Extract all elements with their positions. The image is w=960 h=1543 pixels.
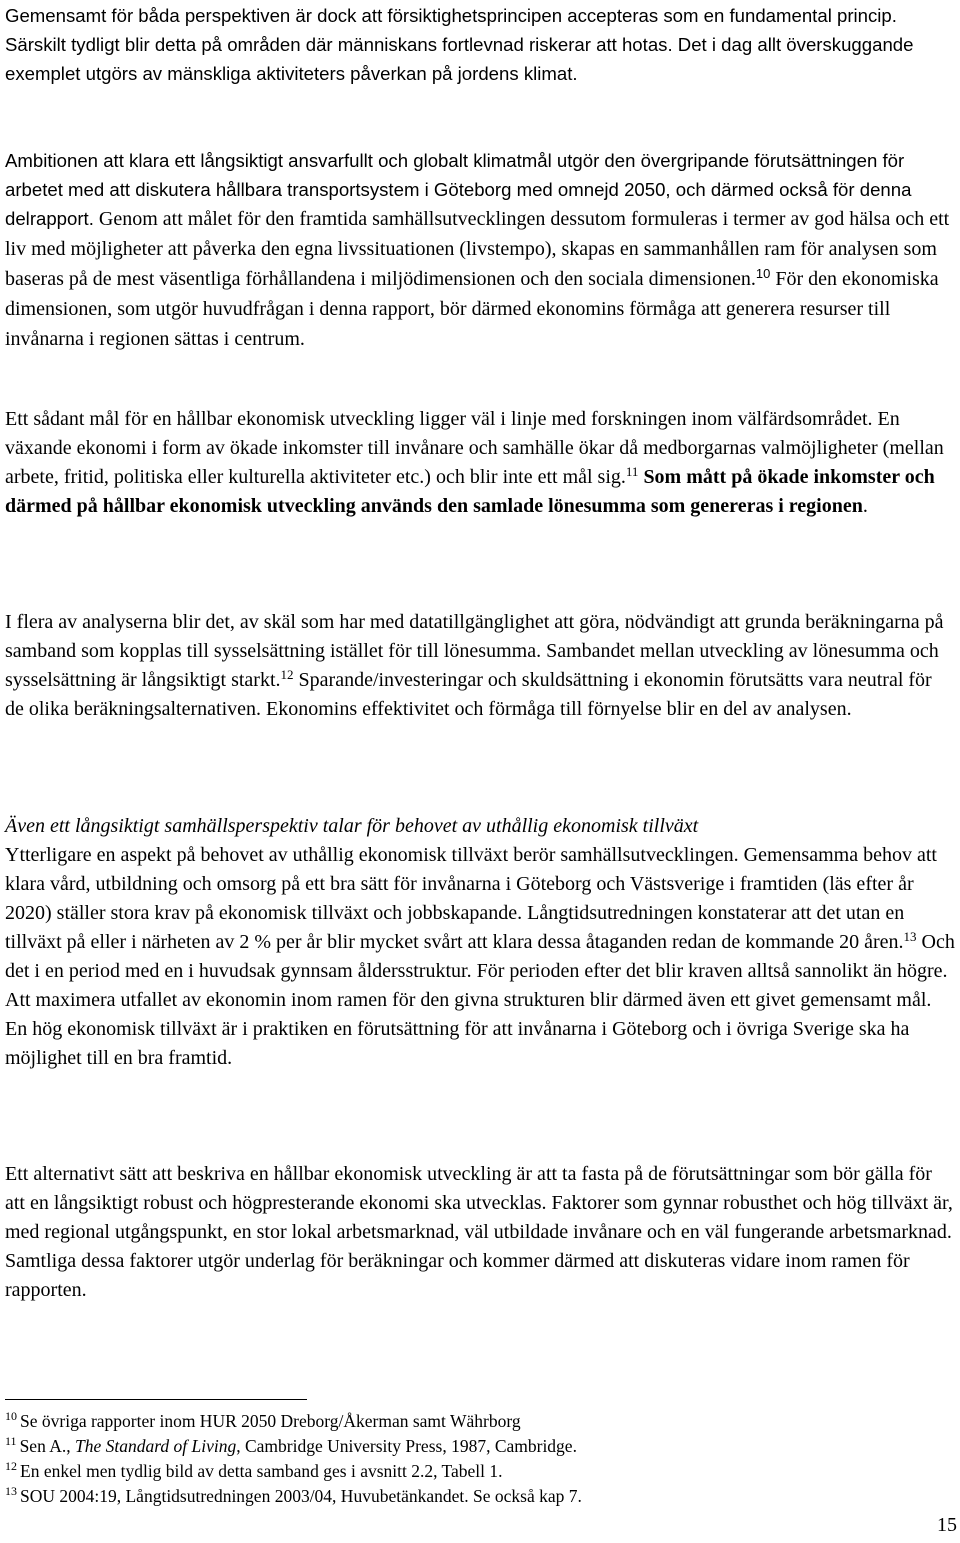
footnote-ref-12: 12	[280, 667, 294, 682]
analyses-text-2: Sparande/investeringar och skuldsättning i ekonomin förutsätts vara neutral för de olika beräkningsalternativen. Ekonomins effektivitet och förmåga till förnyelse blir en del av analysen.	[5, 669, 932, 720]
footnote-ref-10: 10	[755, 266, 771, 281]
footnote-number: 13	[5, 1484, 17, 1498]
footnote-ref-11: 11	[625, 464, 639, 479]
footnote-text: En enkel men tydlig bild av detta samband ges i avsnitt 2.2, Tabell 1.	[20, 1461, 503, 1481]
footnote-number: 12	[5, 1459, 17, 1473]
growth-text-2: Och det i en period med en i huvudsak gynnsam åldersstruktur. För perioden efter det blir kraven alltså sannolikt än högre. Att maximera utfallet av ekonomin inom ramen för den givna strukturen blir därmed även ett givet gemensamt mål. En hög ekonomisk tillväxt är i praktiken en förutsättning för att invånarna i Göteborg och i övriga Sverige ska ha möjlighet till en bra framtid.	[5, 931, 955, 1069]
analyses-text: I flera av analyserna blir det, av skäl som har med datatillgänglighet att göra, nödvändigt att grunda beräkningarna på samband som kopplas till sysselsättning istället för till lönesumma. Sambandet mellan utveckling av lönesumma och sysselsättning är långsiktigt starkt.	[5, 611, 944, 691]
intro-paragraph: Gemensamt för båda perspektiven är dock att försiktighetsprincipen accepteras som en fundamental princip. Särskilt tydligt blir detta på områden där människans fortlevnad riskerar att hotas. Det i dag allt överskuggande exemplet utgörs av mänskliga aktiviteters påverkan på jordens klimat.	[5, 5, 914, 84]
footnote-11	[5, 1434, 955, 1459]
footnote-ref-13: 13	[903, 929, 917, 944]
footnote-10	[5, 1409, 955, 1434]
growth-paragraph	[5, 841, 955, 1073]
footnote-number: 11	[5, 1434, 17, 1448]
goal-tail: .	[862, 495, 868, 517]
footnote-text-2: , Cambridge University Press, 1987, Cambridge.	[236, 1436, 577, 1456]
footnote-13	[5, 1484, 955, 1509]
analyses-paragraph	[5, 608, 955, 724]
section-heading: Även ett långsiktigt samhällsperspektiv talar för behovet av uthållig ekonomisk tillväxt	[5, 815, 699, 837]
footnote-book-title: The Standard of Living	[75, 1436, 237, 1456]
footnotes	[5, 1409, 955, 1509]
goal-paragraph	[5, 405, 955, 521]
ambition-paragraph	[5, 146, 955, 354]
ambition-text-3: För den ekonomiska dimensionen, som utgör huvudfrågan i denna rapport, bör därmed ekonomins förmåga att generera resurser till invånarna i regionen sättas i centrum.	[5, 268, 939, 350]
footnote-number: 10	[5, 1409, 17, 1423]
footnote-text: SOU 2004:19, Långtidsutredningen 2003/04, Huvubetänkandet. Se också kap 7.	[20, 1486, 582, 1506]
goal-bold-text: Som mått på ökade inkomster och därmed på hållbar ekonomisk utveckling används den samlade lönesumma som genereras i regionen	[5, 466, 935, 517]
ambition-text: Ambitionen att klara ett långsiktigt ansvarfullt och globalt klimatmål utgör den övergripande förutsättningen för arbetet med att diskutera hållbara transportsystem i Göteborg med omnejd 2050, och därmed också för denna delrapport.	[5, 150, 912, 229]
growth-text: Ytterligare en aspekt på behovet av uthållig ekonomisk tillväxt berör samhällsutvecklingen. Gemensamma behov att klara vård, utbildning och omsorg på ett bra sätt för invånarna i Göteborg och Västsverige i framtiden (läs efter år 2020) ställer stora krav på ekonomisk tillväxt och jobbskapande. Långtidsutredningen konstaterar att det utan en tillväxt på eller i närheten av 2 % per år blir mycket svårt att klara dessa åtaganden redan de kommande 20 åren.	[5, 844, 937, 953]
goal-text: Ett sådant mål för en hållbar ekonomisk utveckling ligger väl i linje med forskningen inom välfärdsområdet. En växande ekonomi i form av ökade inkomster till invånare och samhälle ökar då medborgarnas valmöjligheter (mellan arbete, fritid, politiska eller kulturella aktiviteter etc.) och blir inte ett mål sig.	[5, 408, 944, 488]
footnote-divider	[5, 1399, 307, 1400]
ambition-text-2: Genom att målet för den framtida samhällsutvecklingen dessutom formuleras i termer av god hälsa och ett liv med möjligheter att påverka den egna livssituationen (livstempo), skapas en sammanhållen ram för analysen som baseras på de mest väsentliga förhållandena i miljödimensionen och den sociala dimensionen.	[5, 208, 950, 290]
footnote-text: Se övriga rapporter inom HUR 2050 Dreborg/Åkerman samt Währborg	[20, 1411, 521, 1431]
footnote-text: Sen A.,	[19, 1436, 75, 1456]
footnote-12	[5, 1459, 955, 1484]
alternative-paragraph: Ett alternativt sätt att beskriva en hållbar ekonomisk utveckling är att ta fasta på de förutsättningar som bör gälla för att en långsiktigt robust och högpresterande ekonomi ska utvecklas. Faktorer som gynnar robusthet och hög tillväxt är, med regional utgångspunkt, en stor lokal arbetsmarknad, väl utbildade invånare och en väl fungerande arbetsmarknad. Samtliga dessa faktorer utgör underlag för beräkningar och kommer därmed att diskuteras vidare inom ramen för rapporten.	[5, 1163, 953, 1301]
page-number: 15	[937, 1514, 957, 1536]
